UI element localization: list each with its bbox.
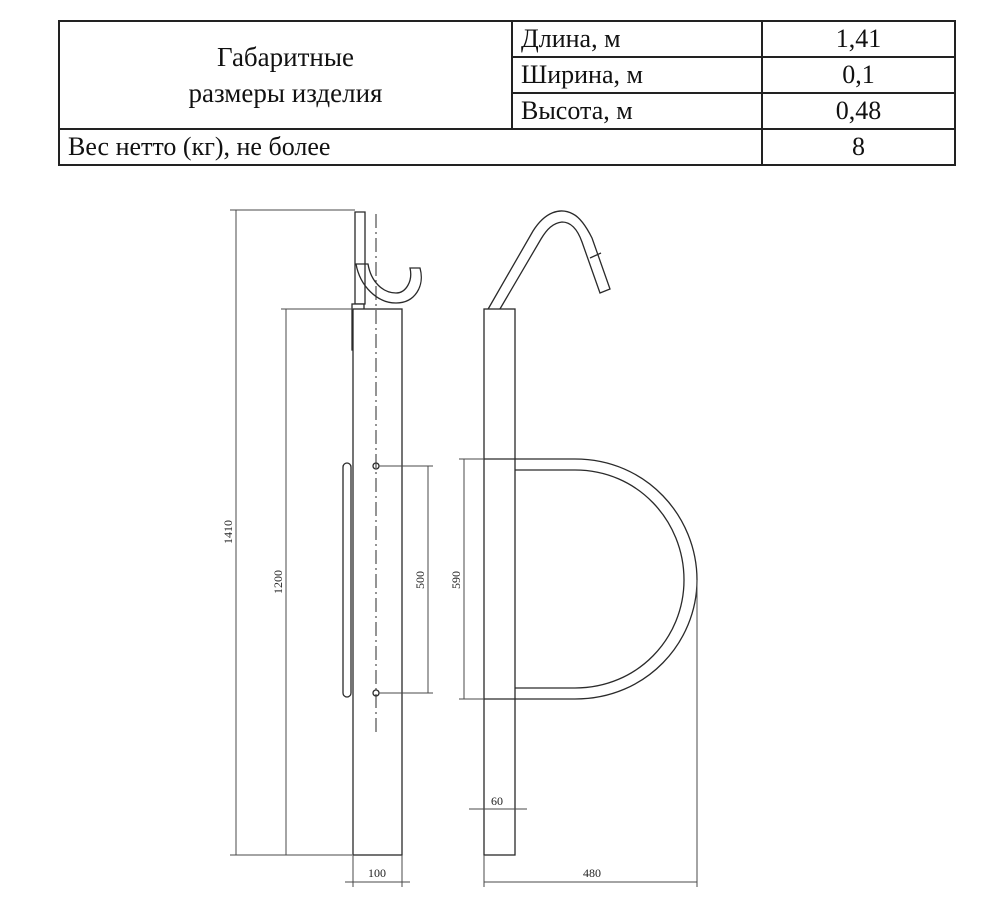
weight-value: 8: [762, 129, 955, 165]
height-label: Высота, м: [512, 93, 762, 129]
hook-plate-outline: [355, 212, 365, 304]
main-bar: [484, 309, 515, 855]
dimension-lines: [230, 210, 697, 887]
dimension-width: 100: [368, 866, 386, 880]
dimension-body-length: 1200: [271, 570, 285, 594]
height-value: 0,48: [762, 93, 955, 129]
dimensions-caption-line-2: размеры изделия: [188, 78, 383, 108]
dimension-hole-spacing: 500: [413, 571, 427, 589]
dimension-labels: [221, 520, 601, 880]
handle-inner: [515, 470, 684, 688]
top-hook: [487, 211, 610, 314]
right-view: [484, 211, 697, 855]
dimensions-caption-line-1: Габаритные: [217, 42, 354, 72]
dimension-depth: 480: [583, 866, 601, 880]
weight-label: Вес нетто (кг), не более: [59, 129, 762, 165]
dimension-total-length: 1410: [221, 520, 235, 544]
dimension-handle-height: 590: [449, 571, 463, 589]
main-bar: [353, 309, 402, 855]
left-view: [343, 212, 421, 855]
dimension-thickness: 60: [491, 794, 503, 808]
width-value: 0,1: [762, 57, 955, 93]
handle-outer: [484, 459, 697, 699]
length-value: 1,41: [762, 21, 955, 57]
grip-slot: [343, 463, 351, 697]
width-label: Ширина, м: [512, 57, 762, 93]
length-label: Длина, м: [512, 21, 762, 57]
hook-outline: [356, 264, 421, 303]
